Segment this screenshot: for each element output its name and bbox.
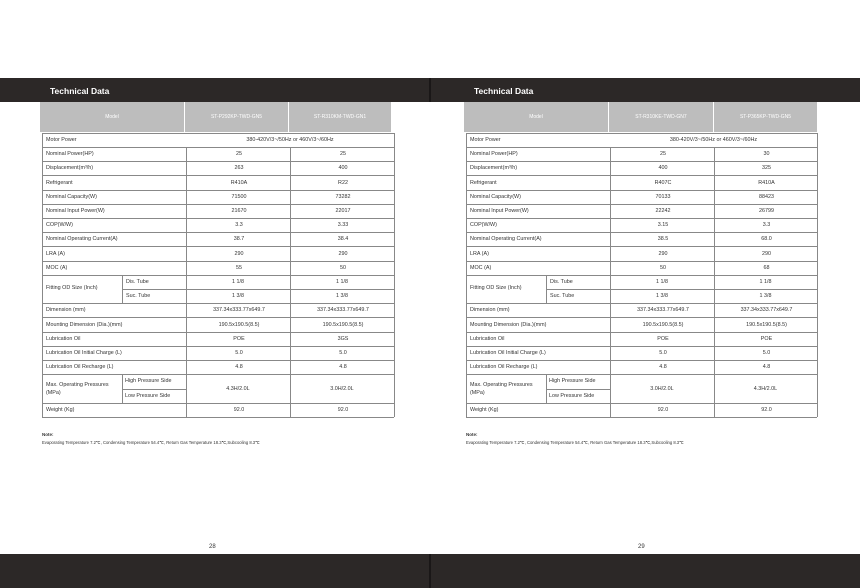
row-label: Lubrication Oil [470, 335, 505, 342]
footer-band [0, 554, 860, 588]
row-label: Weight (Kg) [470, 406, 499, 413]
table-row [42, 190, 394, 205]
row-value-1: 190.5x190.5(8.5) [186, 318, 291, 332]
left-note-text: Evaporating Temperature 7.2℃, Condensing Temperature 54.4℃, Return Gas Temperature 18.3℃,Subcooling 8.3℃ [42, 440, 260, 445]
col-divider [714, 275, 715, 303]
pressure-row [466, 374, 817, 403]
row-value-merged: 380-420V/3~/50Hz or 460V/3~/60Hz [246, 137, 334, 143]
pressure-value-2: 3.0H/2.0L [330, 385, 354, 392]
suc-tube-label: Suc. Tube [126, 293, 151, 300]
left-note-title: Note: [42, 432, 54, 437]
suc-tube-value-1: 1 3/8 [232, 293, 244, 300]
row-value-merged: 380-420V/3~/50Hz or 460V/3~/60Hz [669, 137, 758, 143]
low-pressure-label: Low Pressure Side [549, 392, 595, 399]
pressure-value-1: 3.0H/2.0L [650, 385, 674, 392]
table-row [42, 303, 394, 318]
row-value-2: R410A [714, 176, 818, 190]
header-band [0, 78, 860, 102]
row-value-1: 190.5x190.5(8.5) [610, 318, 715, 332]
row-label: Lubrication Oil Initial Charge (L) [470, 350, 546, 356]
row-value-2: 5.0 [290, 346, 395, 360]
right-page-number: 29 [638, 544, 645, 550]
table-row [466, 161, 817, 176]
row-value-2: 290 [714, 247, 818, 261]
row-value-1: 38.5 [610, 232, 715, 246]
right-section-title: Technical Data [474, 86, 534, 96]
right-model-1: ST-R310KE-TWD-GN7 [635, 114, 687, 120]
dis-tube-value-2: 1 1/8 [336, 279, 348, 285]
table-row [466, 332, 817, 347]
row-value-1: 263 [186, 161, 291, 175]
row-value-2: 50 [290, 261, 395, 275]
row-value-2: 400 [290, 161, 395, 175]
pressure-row [42, 374, 394, 403]
row-value-1: 92.0 [610, 403, 715, 417]
left-model-label: Model [105, 114, 119, 120]
row-value-2: 73282 [290, 190, 395, 204]
pressure-subline [546, 389, 610, 390]
table-row [42, 360, 394, 375]
col-divider [714, 374, 715, 402]
table-row [466, 147, 817, 162]
row-value-1: 3.3 [186, 218, 291, 232]
suc-tube-value-1: 1 3/8 [656, 293, 668, 300]
fitting-subline [546, 289, 610, 290]
dis-tube-value-1: 1 1/8 [232, 279, 244, 285]
table-row [42, 232, 394, 247]
table-row [42, 332, 394, 347]
right-model-2: ST-P365KP-TWD-GN5 [739, 114, 792, 120]
row-label: Nominal Operating Current(A) [46, 236, 118, 243]
pressure-label: Max. Operating Pressures (MPa) [46, 381, 109, 396]
high-pressure-label: High Pressure Side [549, 378, 596, 385]
row-value-2: 290 [290, 247, 395, 261]
table-row [466, 176, 817, 191]
row-value-1: 22242 [610, 204, 715, 218]
dis-tube-value-1: 1 1/8 [656, 279, 668, 285]
row-value-2: R22 [290, 176, 395, 190]
row-value-2: 337.34x333.77x649.7 [714, 303, 818, 317]
row-label: LRA (A) [470, 250, 489, 257]
row-value-2: 4.8 [290, 360, 395, 374]
table-row [466, 247, 817, 262]
table-row [42, 346, 394, 361]
low-pressure-label: Low Pressure Side [125, 392, 171, 399]
row-label: COP(W/W) [470, 222, 497, 229]
pressure-value-1: 4.3H/2.0L [226, 385, 250, 392]
row-value-2: 4.8 [714, 360, 818, 374]
row-label: Lubrication Oil Initial Charge (L) [46, 350, 122, 356]
row-value-1: 290 [186, 247, 291, 261]
row-label: Nominal Input Power(W) [470, 208, 529, 214]
row-value-2: 5.0 [714, 346, 818, 360]
left-page-number: 28 [209, 544, 216, 550]
row-value-2: 38.4 [290, 232, 395, 246]
row-label: Nominal Capacity(W) [46, 193, 97, 200]
table-row [466, 403, 817, 418]
col-divider [290, 374, 291, 402]
table-row [42, 161, 394, 176]
row-value-2: 68 [714, 261, 818, 275]
row-label: Dimension (mm) [46, 307, 86, 314]
row-label: Refrigerant [470, 179, 497, 186]
row-value-1: 25 [186, 147, 291, 161]
row-value-2: 92.0 [714, 403, 818, 417]
row-label: Motor Power [46, 137, 77, 143]
table-row [466, 232, 817, 247]
row-label: Lubrication Oil Recharge (L) [46, 364, 114, 371]
row-label: Motor Power [470, 137, 501, 143]
fitting-label: Fitting OD Size (Inch) [470, 285, 522, 292]
row-value-2: 92.0 [290, 403, 395, 417]
row-value-1: 4.8 [610, 360, 715, 374]
table-row [42, 204, 394, 219]
row-label: Refrigerant [46, 179, 73, 186]
fitting-row [466, 275, 817, 304]
table-row [42, 147, 394, 162]
row-label: Weight (Kg) [46, 406, 75, 413]
col-divider [186, 374, 187, 402]
row-label: Nominal Power(HP) [470, 151, 518, 158]
row-value-1: 50 [610, 261, 715, 275]
row-value-1: 4.8 [186, 360, 291, 374]
table-row [466, 346, 817, 361]
table-row [466, 204, 817, 219]
row-value-2: 88423 [714, 190, 818, 204]
row-value-2: 68.0 [714, 232, 818, 246]
table-row [466, 218, 817, 233]
spread-divider [429, 554, 431, 588]
row-label: Nominal Input Power(W) [46, 208, 105, 214]
col-divider [186, 275, 187, 303]
row-value-1: 337.34x333.77x649.7 [610, 303, 715, 317]
table-row [42, 403, 394, 418]
row-value-2: 190.5x190.5(8.5) [714, 318, 818, 332]
row-value-1: POE [610, 332, 715, 346]
table-left-border [466, 133, 467, 417]
suc-tube-value-2: 1 3/8 [759, 293, 772, 300]
col-divider [610, 275, 611, 303]
row-value-1: 290 [610, 247, 715, 261]
table-left-border [42, 133, 43, 417]
fitting-subline [122, 289, 186, 290]
row-value-2: 3.3 [714, 218, 818, 232]
spread-divider [429, 78, 431, 102]
dis-tube-label: Dis. Tube [550, 279, 573, 285]
row-value-1: 21670 [186, 204, 291, 218]
right-note-text: Evaporating Temperature 7.2℃, Condensing Temperature 54.4℃, Return Gas Temperature 18.3℃,Subcooling 8.3℃ [466, 440, 684, 445]
table-row [42, 133, 394, 148]
table-row [42, 247, 394, 262]
left-model-2: ST-R310KM-TWD-GN1 [313, 114, 367, 120]
right-model-label: Model [529, 114, 543, 120]
table-right-border [394, 133, 395, 417]
row-value-1: R410A [186, 176, 291, 190]
table-row [42, 261, 394, 276]
fitting-row [42, 275, 394, 304]
row-value-1: 5.0 [610, 346, 715, 360]
table-row [42, 318, 394, 333]
row-value-1: 400 [610, 161, 715, 175]
left-model-header [40, 102, 391, 132]
col-divider [290, 275, 291, 303]
row-value-1: 5.0 [186, 346, 291, 360]
row-value-2: 22017 [290, 204, 395, 218]
row-label: MOC (A) [46, 264, 68, 271]
row-value-2: 30 [714, 147, 818, 161]
fitting-label: Fitting OD Size (Inch) [46, 285, 98, 292]
row-value-1: 55 [186, 261, 291, 275]
table-row [42, 218, 394, 233]
right-model-header [464, 102, 817, 132]
row-label: Nominal Capacity(W) [470, 193, 521, 200]
right-note-title: Note: [466, 432, 478, 437]
row-label: Lubrication Oil Recharge (L) [470, 364, 538, 371]
row-value-1: POE [186, 332, 291, 346]
row-label: Nominal Power(HP) [46, 151, 94, 158]
row-value-1: 92.0 [186, 403, 291, 417]
row-value-2: 25 [290, 147, 395, 161]
row-label: MOC (A) [470, 264, 492, 271]
row-label: COP(W/W) [46, 222, 73, 229]
table-row [466, 190, 817, 205]
table-right-border [817, 133, 818, 417]
table-row [466, 133, 817, 148]
row-label: Mounting Dimension (Dia.)(mm) [470, 321, 547, 328]
row-label: Dimension (mm) [470, 307, 510, 314]
pressure-label: Max. Operating Pressures (MPa) [470, 381, 533, 396]
pressure-value-2: 4.3H/2.0L [753, 385, 778, 392]
row-value-1: 70133 [610, 190, 715, 204]
suc-tube-label: Suc. Tube [550, 293, 575, 300]
row-value-1: 25 [610, 147, 715, 161]
row-value-2: 3.33 [290, 218, 395, 232]
dis-tube-label: Dis. Tube [126, 279, 149, 285]
row-label: LRA (A) [46, 250, 65, 257]
table-row [466, 360, 817, 375]
table-row [466, 261, 817, 276]
table-row [42, 176, 394, 191]
suc-tube-value-2: 1 3/8 [336, 293, 348, 300]
row-value-2: 325 [714, 161, 818, 175]
row-value-2: POE [714, 332, 818, 346]
row-value-1: R407C [610, 176, 715, 190]
row-value-2: 190.5x190.5(8.5) [290, 318, 395, 332]
dis-tube-value-2: 1 1/8 [759, 279, 772, 285]
row-value-1: 3.15 [610, 218, 715, 232]
left-section-title: Technical Data [50, 86, 110, 96]
row-value-2: 26799 [714, 204, 818, 218]
row-label: Nominal Operating Current(A) [470, 236, 542, 243]
row-label: Displacement(m³/h) [470, 165, 518, 172]
table-row [466, 318, 817, 333]
row-value-1: 71500 [186, 190, 291, 204]
table-row [466, 303, 817, 318]
row-label: Lubrication Oil [46, 335, 81, 342]
high-pressure-label: High Pressure Side [125, 378, 172, 385]
row-value-1: 38.7 [186, 232, 291, 246]
row-label: Displacement(m³/h) [46, 165, 94, 172]
col-divider [610, 374, 611, 402]
pressure-subline [122, 389, 186, 390]
left-model-1: ST-P292KP-TWD-GN5 [210, 114, 263, 120]
row-value-1: 337.34x333.77x649.7 [186, 303, 291, 317]
row-label: Mounting Dimension (Dia.)(mm) [46, 321, 123, 328]
row-value-2: 337.34x333.77x649.7 [290, 303, 395, 317]
row-value-2: 3GS [290, 332, 395, 346]
